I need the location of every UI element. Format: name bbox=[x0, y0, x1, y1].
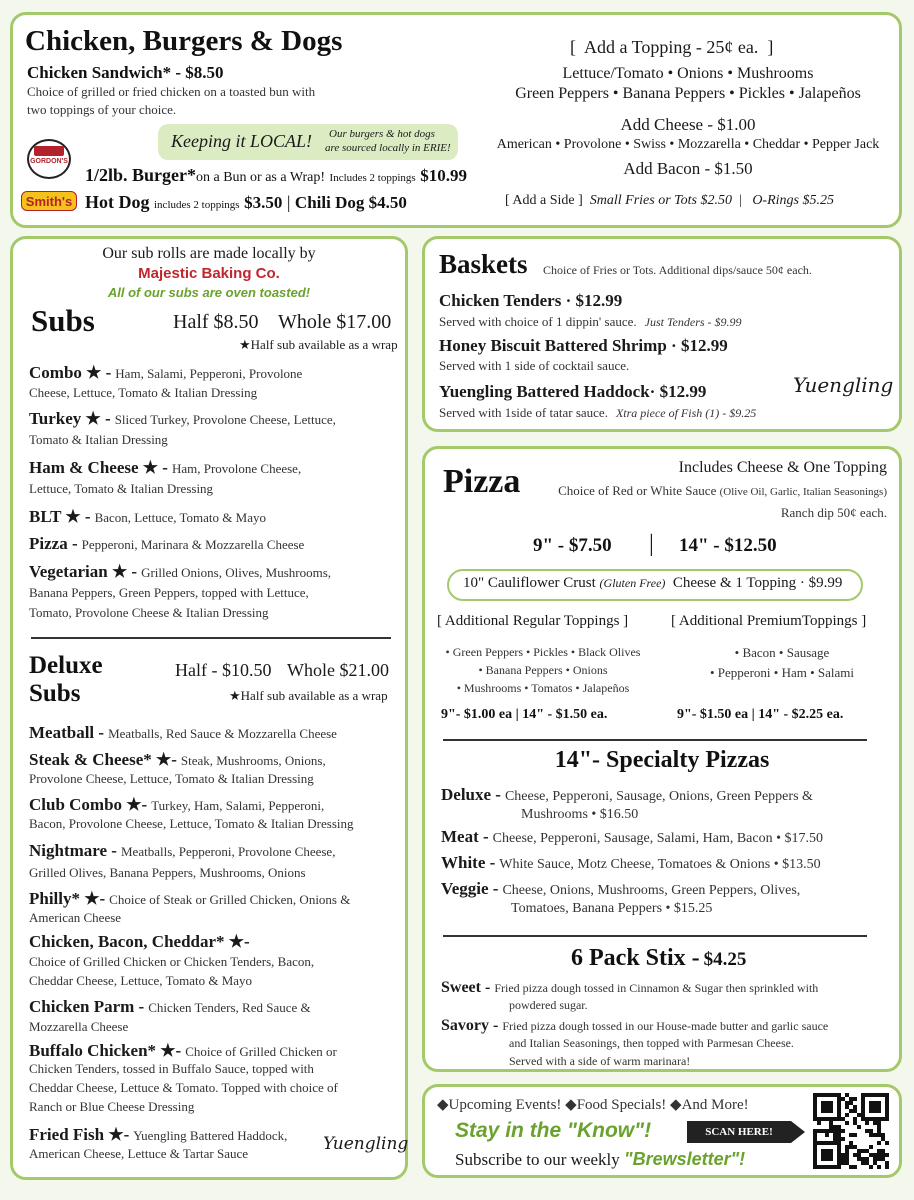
regular-toppings-price: 9"- $1.00 ea | 14" - $1.50 ea. bbox=[441, 707, 608, 722]
bakery-name: Majestic Baking Co. bbox=[138, 265, 280, 282]
regular-toppings-list: • Green Peppers • Pickles • Black Olives bbox=[445, 645, 641, 659]
scan-here-arrow[interactable] bbox=[687, 1121, 805, 1143]
qr-module bbox=[865, 1121, 869, 1125]
qr-module bbox=[829, 1109, 833, 1113]
subs-panel: Our sub rolls are made locally by Majestic Baking Co. All of our subs are oven toasted! Subs Half $8.50 Whole $17.00 ★Half sub available as a wrap Combo ★ - Ham, Salami, Pepperoni, Provolone Cheese, Lettuce, Tomato & Italian Dressing Turkey ★ - Sliced Turkey, Provolone Cheese, Lettuce, Tomato & Italian Dressing Ham & Cheese ★ - Ham, Provolone Cheese, Lettuce, Tomato & Italian Dressing BLT ★ - Bacon, Lettuce, Tomato & Mayo Pizza - Pepperoni, Marinara & Mozzarella Cheese Vegetarian ★ - Grilled Onions, Olives, Mushrooms, Banana Peppers, Green Peppers, topped with Lettuce, Tomato, Provolone Cheese & Italian Dressing Deluxe Subs Half - $10.50 Whole $21.00 ★Half sub available as a wrap Meatball - Meatballs, Red Sauce & Mozzarella Cheese Steak & Cheese* ★- Steak, Mushrooms, Onions, Provolone Cheese, Lettuce, Tomato & Italian Dressing Club Combo ★- Turkey, Ham, Salami, Pepperoni, Bacon, Provolone Cheese, Lettuce, Tomato & Italian Dressing Nightmare - Meatballs, Pepperoni, Provolone Cheese, Grilled Olives, Banana Peppers, Mushrooms, Onions Philly* ★- Choice of Steak or Grilled Chicken, Onions & American Cheese Chicken, Bacon, Cheddar* ★- Choice of Grilled Chicken or Chicken Tenders, Bacon, Cheddar Cheese, Lettuce, Tomato & Mayo Chicken Parm - Chicken Tenders, Red Sauce & Mozzarella Cheese Buffalo Chicken* ★- Choice of Grilled Chicken or Chicken Tenders, tossed in Buffalo Sauce, topped with Cheddar Cheese, Lettuce & Tomato. Topped with choice of Ranch or Blue Cheese Dressing Fried Fish ★- Yuengling Battered Haddock, American Cheese, Lettuce & Tartar Sauce Yuengling bbox=[10, 236, 408, 1180]
pizza-size-9: 9" - $7.50 bbox=[533, 535, 612, 556]
divider bbox=[443, 935, 867, 937]
smiths-logo: Smith's bbox=[21, 191, 77, 211]
topping-list: Green Peppers • Banana Peppers • Pickles • Jalapeños bbox=[515, 85, 861, 102]
local-badge-title: Keeping it LOCAL! bbox=[171, 131, 313, 151]
qr-module bbox=[841, 1129, 845, 1133]
newsletter-panel bbox=[422, 1084, 902, 1178]
hotdog-name: Hot Dog includes 2 toppings $3.50 | Chili Dog $4.50 bbox=[85, 192, 407, 212]
qr-module bbox=[885, 1165, 889, 1169]
qr-module bbox=[817, 1121, 821, 1125]
qr-module bbox=[885, 1153, 889, 1157]
deluxe-whole-price: Whole $21.00 bbox=[287, 660, 389, 680]
pizza-panel: Pizza Includes Cheese & One Topping Choice of Red or White Sauce (Olive Oil, Garlic, Italian Seasonings) Ranch dip 50¢ each. 9" - $7.50 | 14" - $12.50 10" Cauliflower Crust (Gluten Free) Cheese & 1 Topping · $9.99 [ Additional Regular Toppings ] • Green Peppers • Pickles • Black Olives • Banana Peppers • Onions • Mushrooms • Tomatos • Jalapeños 9"- $1.00 ea | 14" - $1.50 ea. [ Additional PremiumToppings ] • Bacon • Sausage • Pepperoni • Ham • Salami 9"- $1.50 ea | 14" - $2.25 ea. 14"- Specialty Pizzas Deluxe - Cheese, Pepperoni, Sausage, Onions, Green Peppers & Mushrooms • $16.50 Meat - Cheese, Pepperoni, Sausage, Salami, Ham, Bacon • $17.50 White - White Sauce, Motz Cheese, Tomatoes & Onions • $13.50 Veggie - Cheese, Onions, Mushrooms, Green Peppers, Olives, Tomatoes, Banana Peppers • $15.25 6 Pack Stix - $4.25 Sweet - Fried pizza dough tossed in Cinnamon & Sugar then sprinkled with powdered sugar. Savory - Fried pizza dough tossed in our House-made butter and garlic sauce and Italian Seasonings, then topped with Parmesan Cheese. Served with a side of warm marinara! bbox=[422, 446, 902, 1072]
divider bbox=[443, 739, 867, 741]
rolls-intro: Our sub rolls are made locally by bbox=[102, 245, 316, 262]
baskets-panel: Baskets Choice of Fries or Tots. Additional dips/sauce 50¢ each. Chicken Tenders · $12.99 Served with choice of 1 dippin' sauce. Just Tenders - $9.99 Honey Biscuit Battered Shrimp · $12.99 Served with 1 side of cocktail sauce. Yuengling Battered Haddock· $12.99 Served with 1side of tatar sauce. Xtra piece of Fish (1) - $9.25 Yuengling bbox=[422, 236, 902, 432]
local-badge-note: Our burgers & hot dogs bbox=[329, 128, 435, 140]
stay-in-know: Stay in the "Know"! bbox=[455, 1119, 652, 1142]
topping-header: [ Add a Topping - 25¢ ea. ] bbox=[570, 37, 774, 57]
qr-module bbox=[825, 1133, 829, 1137]
pizza-sauce: Choice of Red or White Sauce (Olive Oil, Garlic, Italian Seasonings) bbox=[558, 483, 887, 498]
newsletter-teaser: ◆Upcoming Events! ◆Food Specials! ◆And More! bbox=[437, 1097, 749, 1113]
baskets-note: Choice of Fries or Tots. Additional dips/sauce 50¢ each. bbox=[543, 263, 812, 277]
chicken-sandwich-name: Chicken Sandwich* - $8.50 bbox=[27, 63, 224, 82]
newsletter-qr-code[interactable] bbox=[813, 1093, 889, 1169]
qr-module bbox=[877, 1141, 881, 1145]
specialty-title: 14"- Specialty Pizzas bbox=[554, 747, 770, 773]
burger-name: 1/2lb. Burger*on a Bun or as a Wrap! Includes 2 toppings $10.99 bbox=[85, 165, 467, 185]
regular-toppings-list: • Banana Peppers • Onions bbox=[478, 663, 608, 677]
subs-whole-price: Whole $17.00 bbox=[278, 311, 392, 333]
stix-title: 6 Pack Stix - $4.25 bbox=[571, 945, 747, 971]
qr-module bbox=[841, 1137, 845, 1141]
deluxe-title: Deluxe bbox=[29, 652, 103, 679]
chicken-sandwich-desc: Choice of grilled or fried chicken on a toasted bun with bbox=[27, 84, 316, 99]
qr-module bbox=[853, 1097, 857, 1101]
qr-module bbox=[869, 1145, 873, 1149]
pizza-includes: Includes Cheese & One Topping bbox=[678, 459, 887, 476]
topping-list: Lettuce/Tomato • Onions • Mushrooms bbox=[562, 65, 814, 82]
premium-toppings-list: • Bacon • Sausage bbox=[734, 645, 830, 660]
qr-module bbox=[845, 1113, 849, 1117]
pizza-size-14: 14" - $12.50 bbox=[679, 535, 777, 556]
pizza-size-sep: | bbox=[649, 531, 654, 557]
baskets-title: Baskets bbox=[439, 249, 528, 279]
deluxe-half-price: Half - $10.50 bbox=[175, 660, 272, 680]
subscribe-line: Subscribe to our weekly "Brewsletter"! bbox=[455, 1149, 746, 1169]
yuengling-logo: Yuengling bbox=[793, 373, 894, 397]
premium-toppings-title: [ Additional PremiumToppings ] bbox=[671, 613, 867, 629]
add-bacon-label: Add Bacon - $1.50 bbox=[623, 159, 753, 178]
subs-title: Subs bbox=[31, 303, 95, 338]
qr-module bbox=[857, 1125, 861, 1129]
chicken-sandwich-desc: two toppings of your choice. bbox=[27, 102, 177, 117]
subs-half-price: Half $8.50 bbox=[173, 311, 259, 333]
section-title: Chicken, Burgers & Dogs bbox=[25, 25, 343, 57]
top-panel bbox=[10, 12, 902, 228]
toasted-note: All of our subs are oven toasted! bbox=[107, 285, 311, 300]
wrap-note: ★Half sub available as a wrap bbox=[239, 337, 398, 352]
local-badge-note: are sourced locally in ERIE! bbox=[325, 142, 451, 154]
qr-module bbox=[885, 1117, 889, 1121]
qr-module bbox=[877, 1165, 881, 1169]
cheese-list: American • Provolone • Swiss • Mozzarella • Cheddar • Pepper Jack bbox=[496, 137, 880, 152]
yuengling-logo: Yuengling bbox=[323, 1134, 409, 1154]
qr-module bbox=[845, 1121, 849, 1125]
qr-module bbox=[837, 1165, 841, 1169]
qr-module bbox=[853, 1133, 857, 1137]
pizza-ranch: Ranch dip 50¢ each. bbox=[780, 505, 887, 520]
qr-module bbox=[829, 1157, 833, 1161]
premium-toppings-list: • Pepperoni • Ham • Salami bbox=[710, 665, 854, 680]
deluxe-title: Subs bbox=[29, 680, 81, 707]
cauliflower-crust: 10" Cauliflower Crust (Gluten Free) Cheese & 1 Topping · $9.99 bbox=[463, 575, 843, 591]
regular-toppings-title: [ Additional Regular Toppings ] bbox=[437, 613, 629, 629]
divider bbox=[31, 637, 391, 639]
qr-module bbox=[853, 1165, 857, 1169]
add-cheese-label: Add Cheese - $1.00 bbox=[620, 115, 756, 134]
scan-here-label: SCAN HERE! bbox=[687, 1121, 791, 1143]
qr-module bbox=[877, 1109, 881, 1113]
qr-module bbox=[869, 1165, 873, 1169]
wrap-note: ★Half sub available as a wrap bbox=[229, 688, 388, 703]
regular-toppings-list: • Mushrooms • Tomatos • Jalapeños bbox=[456, 681, 630, 695]
qr-module bbox=[885, 1141, 889, 1145]
premium-toppings-price: 9"- $1.50 ea | 14" - $2.25 ea. bbox=[677, 707, 844, 722]
gordons-logo: GORDON'S bbox=[27, 139, 71, 179]
add-side-row: [ Add a Side ] Small Fries or Tots $2.50 | O-Rings $5.25 bbox=[505, 193, 834, 208]
pizza-title: Pizza bbox=[443, 463, 521, 500]
